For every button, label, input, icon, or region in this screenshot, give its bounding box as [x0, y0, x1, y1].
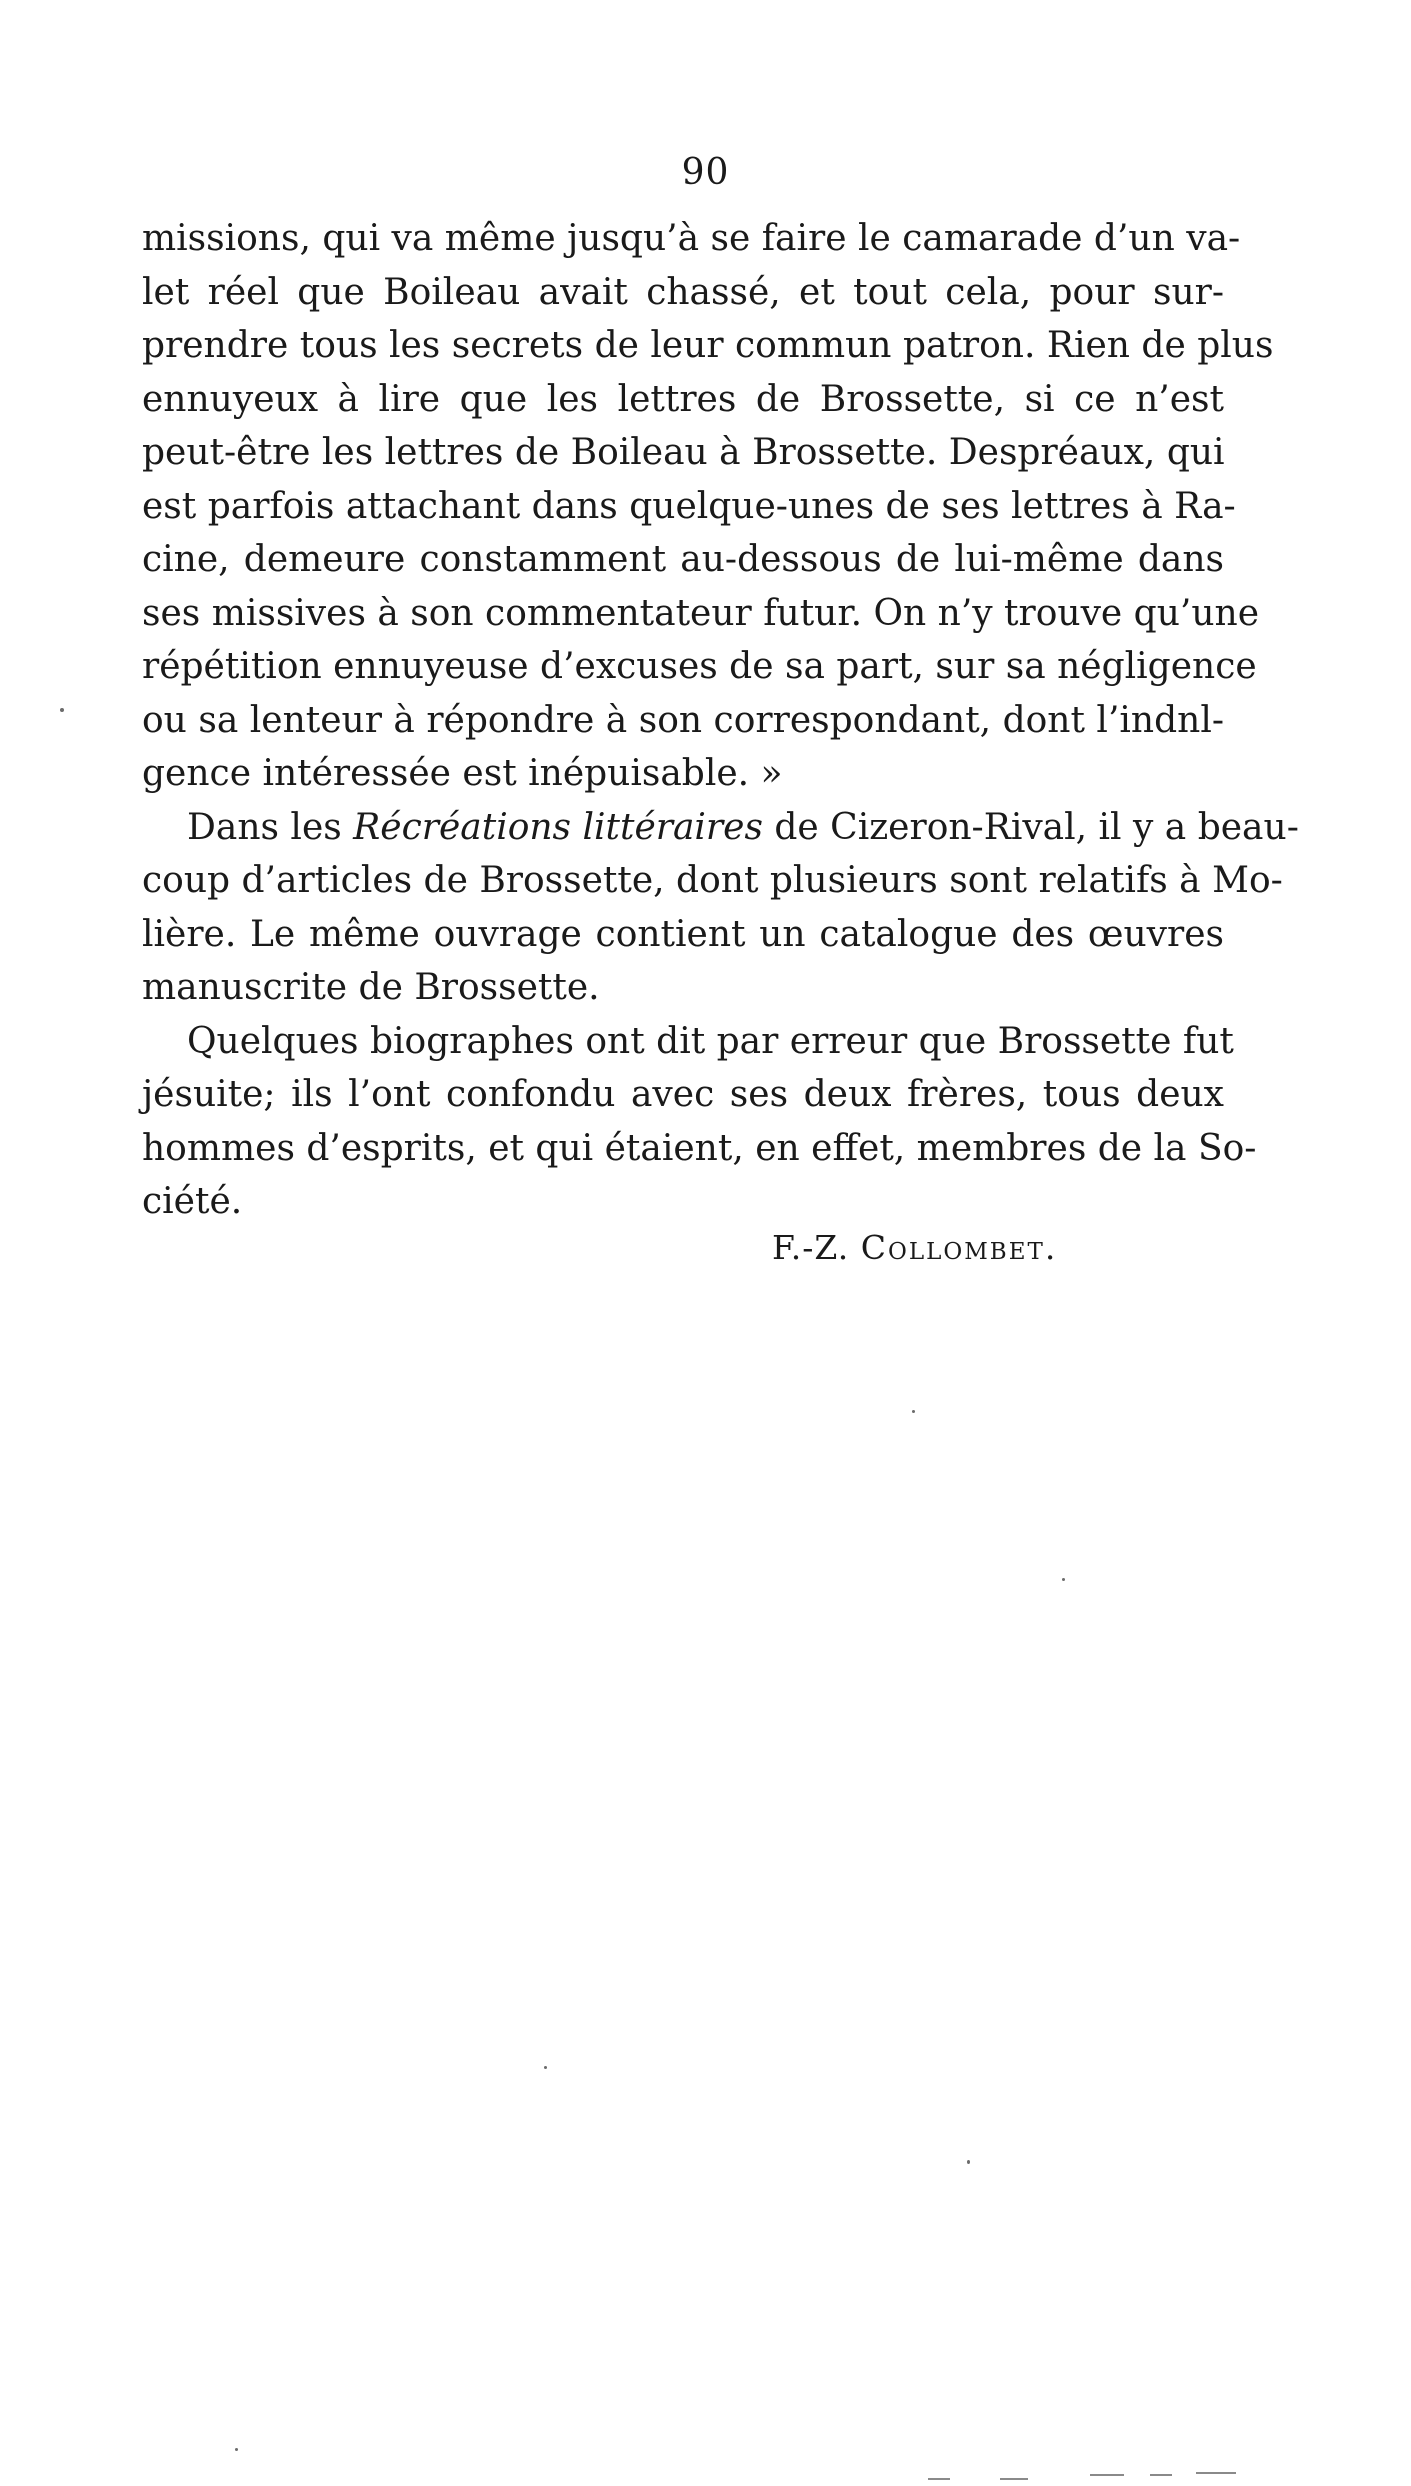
scan-speck [967, 2160, 970, 2164]
body-text [142, 212, 1299, 1229]
text-line: manuscrite de Brossette. [142, 967, 600, 1008]
page-number: 90 [681, 152, 730, 193]
text-line: est parfois attachant dans quelque-unes de ses lettres à Ra- [142, 485, 1236, 527]
text-line: missions, qui va même jusqu’à se faire le camarade d’un va- [142, 218, 1241, 259]
text-line-with-italic-title [142, 801, 1299, 855]
scan-speck [544, 2066, 547, 2069]
book-title: Récréations littéraires [353, 806, 763, 848]
author-signature [772, 1228, 1057, 1267]
text-line: peut-être les lettres de Boileau à Brossette. Despréaux, qui [142, 432, 1225, 473]
scan-dash [1000, 2478, 1028, 2480]
text-line: prendre tous les secrets de leur commun patron. Rien de plus [142, 325, 1274, 366]
scan-dash [1150, 2474, 1172, 2476]
text-line: gence intéressée est inépuisable. » [142, 753, 783, 794]
text-line: hommes d’esprits, et qui étaient, en effet, membres de la So- [142, 1127, 1257, 1169]
scan-dash [928, 2478, 950, 2480]
text-line: répétition ennuyeuse d’excuses de sa part, sur sa négligence [142, 646, 1257, 687]
text-line: ou sa lenteur à répondre à son correspondant, dont l’indnl- [142, 699, 1224, 741]
scan-speck [1062, 1578, 1065, 1581]
text-line: jésuite; ils l’ont confondu avec ses deux frères, tous deux [142, 1074, 1224, 1115]
scan-dash [1090, 2474, 1124, 2476]
signature-initials: F.-Z. [772, 1228, 850, 1267]
text-line: Quelques biographes ont dit par erreur que Brossette fut [187, 1020, 1234, 1062]
scan-speck [235, 2448, 238, 2451]
text-run: de Cizeron-Rival, il y a beau- [762, 806, 1299, 848]
text-line: cine, demeure constamment au-dessous de lui-même dans [142, 539, 1224, 580]
scan-dash [1196, 2472, 1236, 2474]
paragraph-2 [142, 801, 1299, 1015]
text-line: coup d’articles de Brossette, dont plusieurs sont relatifs à Mo- [142, 860, 1283, 901]
text-line: let réel que Boileau avait chassé, et tout cela, pour sur- [142, 271, 1224, 313]
signature-surname: Collombet. [860, 1228, 1058, 1267]
scan-speck [60, 708, 64, 712]
text-run: Dans les [187, 806, 354, 848]
text-line: ennuyeux à lire que les lettres de Brossette, si ce n’est [142, 378, 1224, 420]
paragraph-3 [142, 1015, 1257, 1229]
text-line: ses missives à son commentateur futur. On n’y trouve qu’une [142, 592, 1260, 634]
scan-speck [912, 1410, 915, 1413]
text-line: ciété. [142, 1181, 243, 1222]
text-line: lière. Le même ouvrage contient un catalogue des œuvres [142, 913, 1224, 955]
paragraph-1 [142, 212, 1274, 801]
